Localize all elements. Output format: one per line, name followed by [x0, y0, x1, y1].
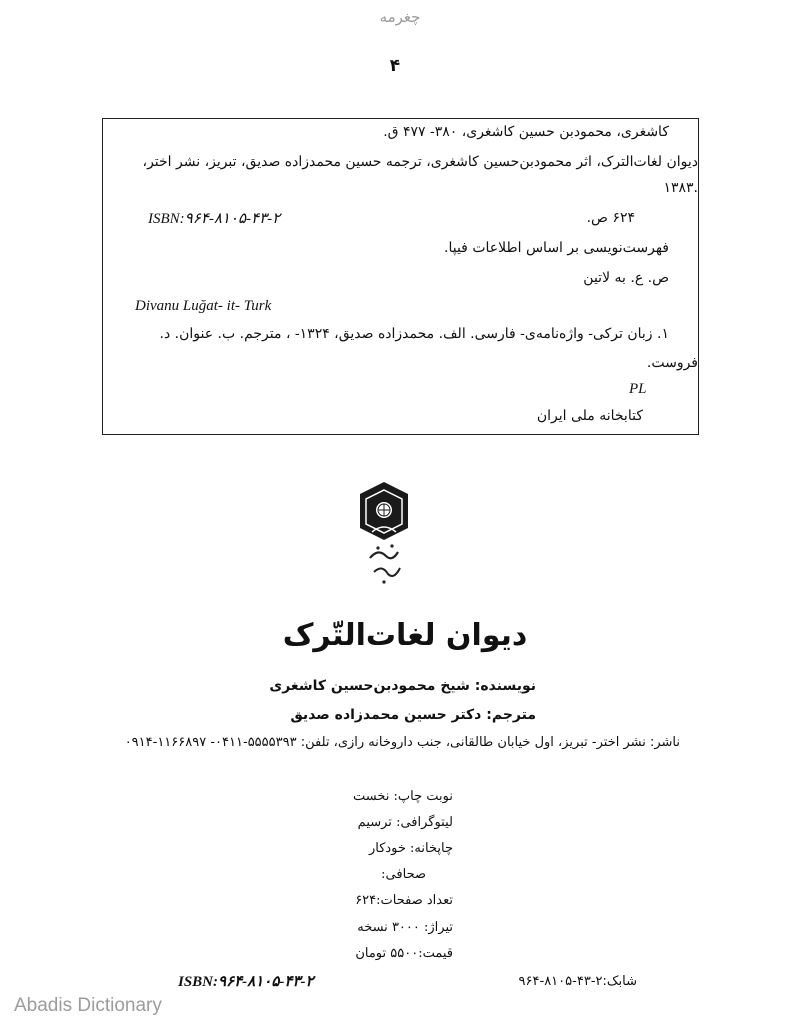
spec-printing-house: چاپخانه: خودکار	[368, 841, 453, 856]
footer-isbn: ISBN:۹۶۴-۸۱۰۵-۴۳-۲	[178, 974, 314, 990]
spec-lithography: لیتوگرافی: ترسیم	[357, 815, 453, 830]
cip-pl: PL	[629, 381, 647, 397]
book-title: دیوان لغات‌التّرک	[282, 618, 528, 653]
site-title: چغرمه	[379, 8, 421, 26]
book-translator: مترجم: دکتر حسین محمدزاده صدیق	[290, 707, 536, 723]
spec-page-count: تعداد صفحات:۶۲۴	[355, 893, 453, 908]
cip-series: فروست.	[646, 355, 698, 371]
cip-line-year: ۱۳۸۳.	[663, 180, 698, 196]
spec-print-run: تیراژ: ۳۰۰۰ نسخه	[357, 920, 453, 935]
book-author: نویسنده: شیخ محمودبن‌حسین کاشغری	[269, 678, 536, 694]
publisher-info: ناشر: نشر اختر- تبریز، اول خیابان طالقانی، جنب داروخانه رازی، تلفن: ۵۵۵۵۳۹۳-۰۴۱۱- ۱۱۶۶۸۹۷-۰۹۱۴	[124, 735, 680, 750]
watermark: Abadis Dictionary	[14, 995, 162, 1016]
cip-library: کتابخانه ملی ایران	[536, 408, 643, 424]
cip-latin-title: Divanu Luğat- it- Turk	[135, 298, 272, 314]
spec-binding: صحافی:	[381, 867, 426, 882]
cip-line-title: دیوان لغات‌الترک، اثر محمودبن‌حسین کاشغری، ترجمه حسین محمدزاده صدیق، تبریز، نشر اختر،	[142, 154, 698, 170]
page-number: ۴	[389, 56, 401, 76]
cip-subjects: ۱. زبان ترکی- واژه‌نامه‌ی- فارسی. الف. محمدزاده صدیق، ۱۳۲۴- ، مترجم. ب. عنوان. د.	[159, 326, 669, 342]
cip-pages: ۶۲۴ ص.	[586, 210, 635, 226]
footer-shabak: شابک:۲-۴۳-۸۱۰۵-۹۶۴	[518, 974, 637, 989]
cip-isbn: ISBN:۹۶۴-۸۱۰۵-۴۳-۲	[148, 211, 281, 227]
cip-line-author: کاشغری، محمودبن حسین کاشغری، ۳۸۰- ۴۷۷ ق.	[383, 124, 669, 140]
publisher-logo	[358, 480, 410, 590]
cip-latin-note: ص. ع. به لاتین	[583, 270, 669, 286]
spec-price: قیمت:۵۵۰۰ تومان	[355, 946, 453, 961]
spec-edition: نوبت چاپ: نخست	[353, 789, 453, 804]
cip-fipa-note: فهرست‌نویسی بر اساس اطلاعات فیپا.	[444, 240, 669, 256]
